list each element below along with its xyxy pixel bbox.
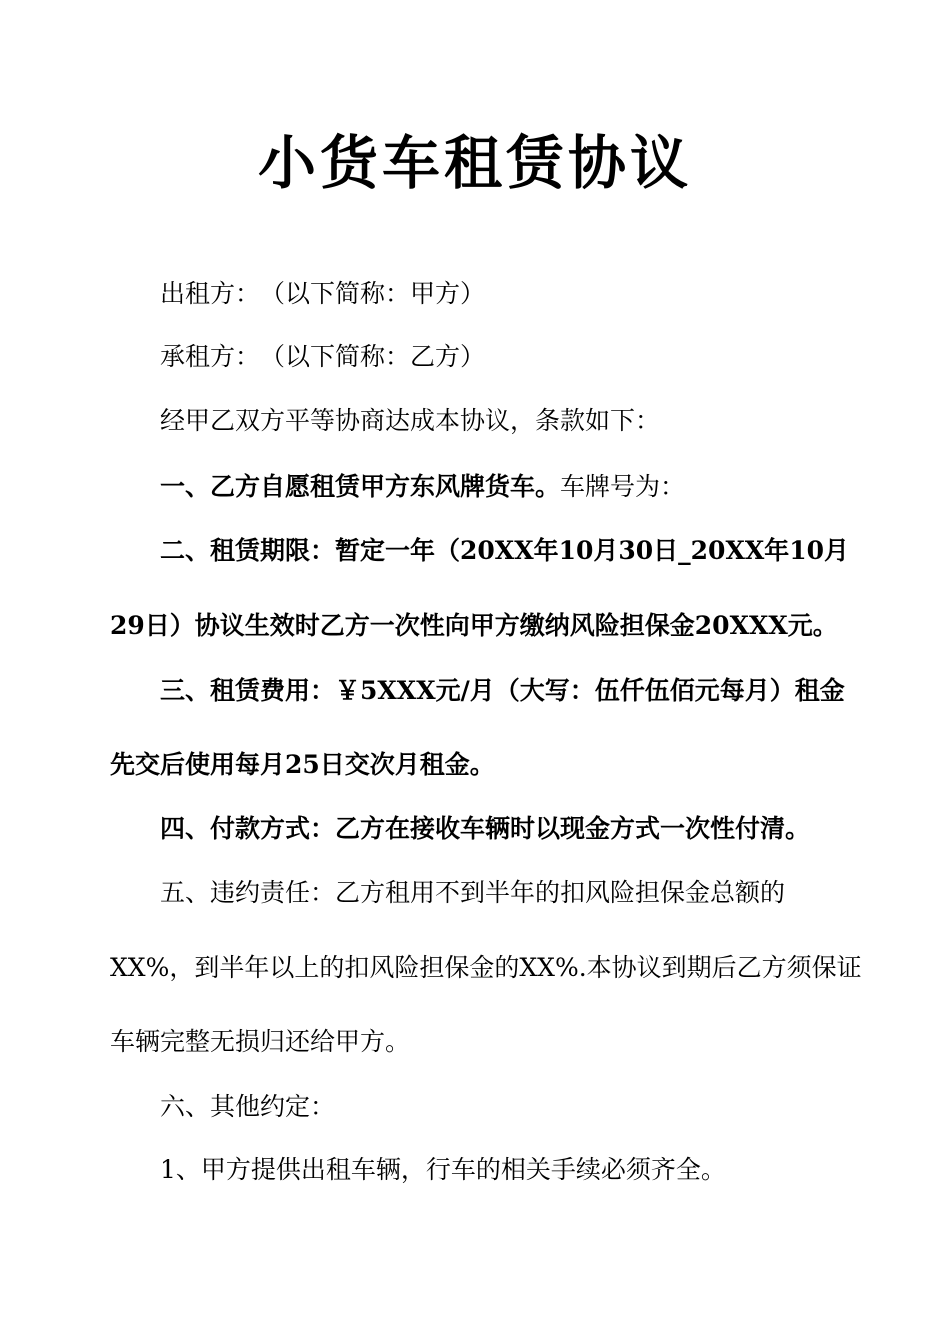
- intro-text: 经甲乙双方平等协商达成本协议，条款如下：: [160, 406, 661, 435]
- clause-5-line-1: 五、违约责任：乙方租用不到半年的扣风险担保金总额的: [160, 878, 786, 907]
- lessee-line: 承租方： （以下简称：乙方）: [160, 342, 486, 371]
- clause-2-line-1: 二、租赁期限：暂定一年（20XX年10月30日_20XX年10月: [160, 536, 850, 565]
- clause-3-line-1: 三、租赁费用：￥5XXX元/月（大写：伍仟伍佰元每月）租金: [160, 676, 845, 705]
- clause-4: 四、付款方式：乙方在接收车辆时以现金方式一次性付清。: [160, 814, 811, 843]
- clause-5-line-2: XX%，到半年以上的扣风险担保金的XX%.本协议到期后乙方须保证: [110, 953, 862, 982]
- clause-5-line-3: 车辆完整无损归还给甲方。: [110, 1027, 411, 1056]
- clause-1-normal: 车牌号为：: [560, 472, 686, 501]
- clause-1: [160, 470, 685, 504]
- lessor-line: 出租方： （以下简称：甲方）: [160, 279, 486, 308]
- clause-1-bold: 一、乙方自愿租赁甲方东风牌货车。: [160, 472, 561, 501]
- clause-3-line-2: 先交后使用每月25日交次月租金。: [110, 750, 495, 779]
- clause-6-item-1: 1、甲方提供出租车辆，行车的相关手续必须齐全。: [160, 1155, 726, 1184]
- clause-2-line-2: 29日）协议生效时乙方一次性向甲方缴纳风险担保金20XXX元。: [110, 611, 838, 640]
- clause-6-heading: 六、其他约定：: [160, 1092, 336, 1121]
- document-title: 小货车租赁协议: [257, 129, 692, 197]
